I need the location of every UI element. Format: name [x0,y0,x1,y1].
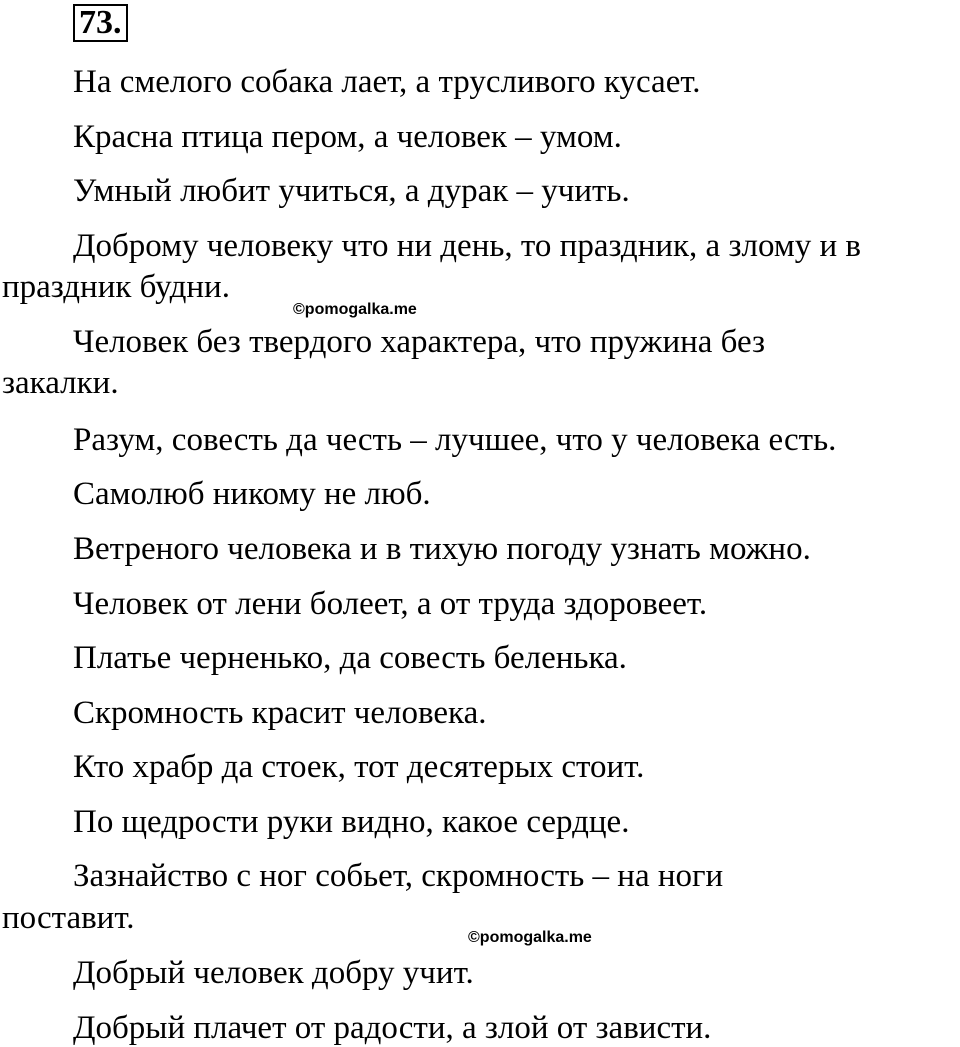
proverb-line: Доброму человеку что ни день, то праздник, а злому и в [73,228,861,264]
proverb-line: поставит. [2,900,135,936]
proverb-line: закалки. [2,365,119,401]
watermark: ©pomogalka.me [293,301,417,318]
proverb-line: Красна птица пером, а человек – умом. [73,119,622,155]
proverb-line: Человек от лени болеет, а от труда здоровеет. [73,586,708,622]
proverb-line: Разум, совесть да честь – лучшее, что у человека есть. [73,422,837,458]
proverb-line: Скромность красит человека. [73,695,487,731]
proverb-line: Кто храбр да стоек, тот десятерых стоит. [73,749,645,785]
proverb-line: Умный любит учиться, а дурак – учить. [73,173,630,209]
proverb-line: Добрый человек добру учит. [73,955,474,991]
exercise-number-box [73,4,128,42]
proverb-line: Зазнайство с ног собьет, скромность – на ноги [73,858,724,894]
proverb-line: Самолюб никому не люб. [73,476,431,512]
proverb-line: Человек без твердого характера, что пружина без [73,324,766,360]
proverb-line: Добрый плачет от радости, а злой от зависти. [73,1010,712,1046]
proverb-line: Платье черненько, да совесть беленька. [73,640,627,676]
proverb-line: праздник будни. [2,269,230,305]
proverb-line: Ветреного человека и в тихую погоду узнать можно. [73,531,811,567]
exercise-number: 73. [79,4,122,41]
watermark: ©pomogalka.me [468,929,592,946]
proverb-line: На смелого собака лает, а трусливого кусает. [73,64,701,100]
proverb-line: По щедрости руки видно, какое сердце. [73,804,630,840]
